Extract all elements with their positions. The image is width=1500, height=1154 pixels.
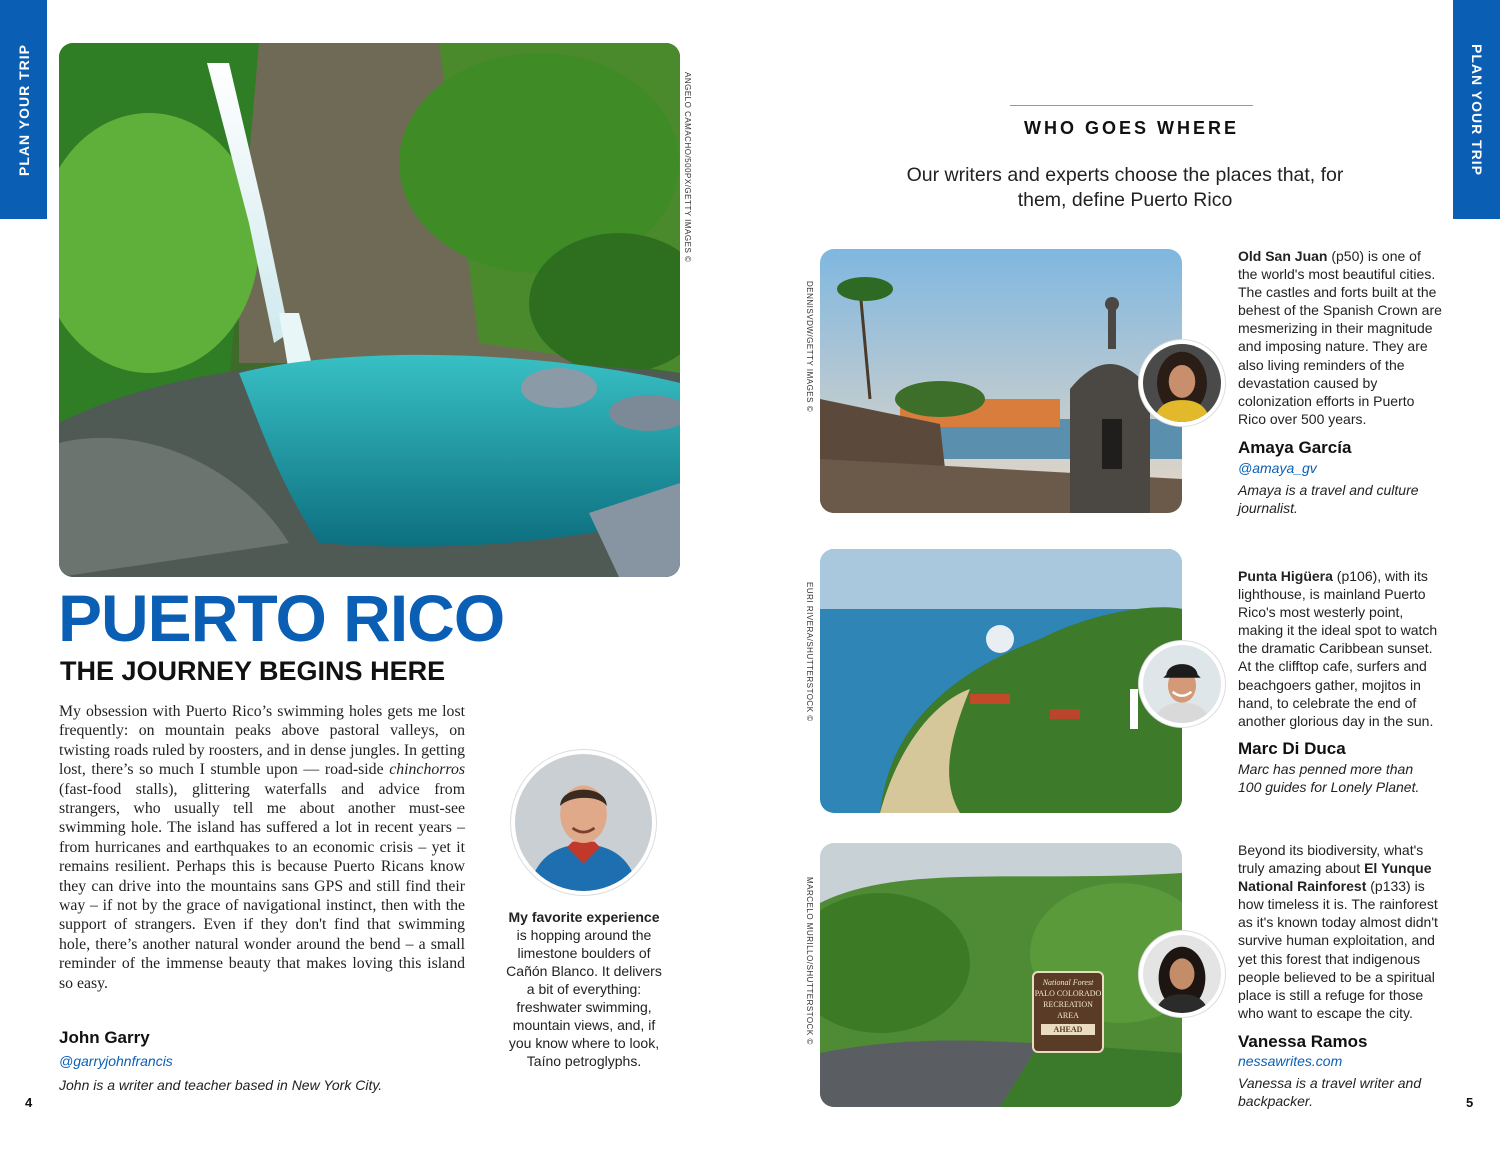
forest-sign [1032,971,1104,1053]
entry-text: Old San Juan (p50) is one of the world's most beautiful cities. The castles and forts built at the behest of the Spanish Crown are mesmerizing in their magnitude and imposing nature. They are also living reminders of the devastation caused by colonization efforts in Puerto Rico over 500 years. [1238,248,1442,427]
author-bio: John is a writer and teacher based in New York City. [59,1077,383,1093]
intro-paragraph: My obsession with Puerto Rico’s swimming holes gets me lost frequently: on mountain peaks above pastoral valleys, on twisting roads ruled by roosters, and in dense jungles. In getting lost, there’s so much I stumble upon — road-side chinchorros (fast-food stalls), glittering waterfalls and advice from strangers, who usually tell me about another must-see swimming hole. The island has suffered a lot in recent years – from hurricanes and earthquakes to an economic crisis – yet it remains resilient. Perhaps this is because Puerto Ricans know they can drive into the mountains sans GPS and still find their way – if not by the grace of navigational instinct, then with the support of strangers. Even if they don't find that swimming hole, there’s another natural wonder around the bend – a small reminder of the immense beauty that makes loving this island so easy. [59,703,465,992]
page-number-left: 4 [25,1095,33,1110]
photo-credit: DENNISVDW/GETTY IMAGES © [805,281,814,413]
side-tab-right [1453,0,1500,219]
old-san-juan-photo [820,249,1182,513]
page-title: PUERTO RICO [58,581,505,655]
punta-higuera-photo [820,549,1182,813]
author-avatar [511,750,656,895]
photo-credit: ANGELO CAMACHO/500PX/GETTY IMAGES © [683,72,692,263]
author-avatar [1139,641,1225,727]
entry-text: Beyond its biodiversity, what's truly amazing about El Yunque National Rainforest (p133) is how timeless it is. The rainforest as it's known today almost didn't survive human exploitation, and yet this forest that indigenous people believed to be a spiritual place is still a refuge for those who want to escape the city. [1238,842,1438,1021]
author-handle[interactable]: @garryjohnfrancis [59,1053,173,1069]
author-handle[interactable]: @amaya_gv [1238,460,1317,476]
sign-line: RECREATION [1043,1000,1093,1009]
author-name: Vanessa Ramos [1238,1032,1368,1051]
sign-line: National Forest [1042,978,1094,987]
sign-line: AREA [1057,1011,1079,1020]
sign-line: AHEAD [1041,1024,1095,1035]
author-bio: Vanessa is a travel writer and backpacker. [1238,1075,1422,1109]
side-tab-label: PLAN YOUR TRIP [15,43,32,176]
page-number-right: 5 [1466,1095,1474,1110]
photo-credit: EURI RIVERA/SHUTTERSTOCK © [805,582,814,722]
side-tab-label: PLAN YOUR TRIP [1468,43,1485,176]
waterfall-photo [59,43,680,577]
side-tab-left [0,0,47,219]
favorite-experience: My favorite experience is hopping around the limestone boulders of Cañón Blanco. It delivers a bit of everything: freshwater swimming, mountain views, and, if you know where to look, Taíno petroglyphs. [506,909,662,1069]
section-title: WHO GOES WHERE [1023,118,1239,138]
el-yunque-photo [820,843,1182,1107]
author-avatar [1139,931,1225,1017]
author-bio: Amaya is a travel and culture journalist. [1238,482,1419,516]
section-rule [1010,105,1253,106]
author-avatar [1139,340,1225,426]
page-subtitle: THE JOURNEY BEGINS HERE [60,656,446,686]
sign-line: PALO COLORADO [1034,989,1102,998]
author-bio: Marc has penned more than 100 guides for Lonely Planet. [1238,761,1420,795]
author-name: John Garry [59,1028,150,1047]
section-subtitle: Our writers and experts choose the places that, for them, define Puerto Rico [906,164,1344,211]
author-name: Amaya García [1238,438,1352,457]
author-handle[interactable]: nessawrites.com [1238,1053,1343,1069]
photo-credit: MARCELO MURILLO/SHUTTERSTOCK © [805,877,814,1045]
author-name: Marc Di Duca [1238,739,1346,758]
entry-text: Punta Higüera (p106), with its lighthouse, is mainland Puerto Rico's most westerly point, making it the ideal spot to watch the dramatic Caribbean sunset. At the clifftop cafe, surfers and beachgoers gather, mojitos in hand, to celebrate the end of another glorious day in the sun. [1238,568,1438,729]
